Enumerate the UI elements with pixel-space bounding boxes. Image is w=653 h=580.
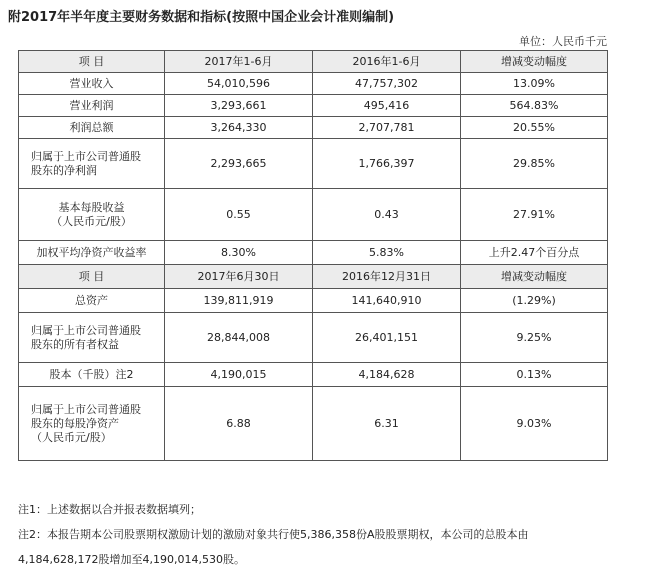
table-header-row: [19, 265, 608, 289]
value-cell: 6.88: [165, 387, 313, 461]
row-label: [19, 139, 165, 189]
table-row: [19, 139, 608, 189]
change-cell: 9.25%: [461, 313, 608, 363]
change-cell: 0.13%: [461, 363, 608, 387]
table-row: [19, 117, 608, 139]
row-label-line: 股东的每股净资产: [31, 416, 119, 430]
change-cell: (1.29%): [461, 289, 608, 313]
value-cell: 0.55: [165, 189, 313, 241]
row-label: [19, 387, 165, 461]
table-row: [19, 241, 608, 265]
value-cell: 8.30%: [165, 241, 313, 265]
value-cell: 3,264,330: [165, 117, 313, 139]
footnote-2-continued: 4,184,628,172股增加至4,190,014,530股。: [18, 553, 245, 566]
change-cell: 13.09%: [461, 73, 608, 95]
row-label: 营业收入: [19, 73, 165, 95]
row-label-line: 股东的所有者权益: [31, 337, 119, 351]
table-row: [19, 95, 608, 117]
change-cell: 20.55%: [461, 117, 608, 139]
value-cell: 2,293,665: [165, 139, 313, 189]
row-label: 总资产: [19, 289, 165, 313]
financial-data-table: [18, 50, 608, 461]
footnote-2: 注2：本报告期本公司股票期权激励计划的激励对象共行使5,386,358份A股股票期权，本公司的总股本由: [18, 528, 529, 541]
unit-label: 单位：人民币千元: [519, 35, 607, 48]
header-cell-change: 增减变动幅度: [461, 51, 608, 73]
table-header-row: [19, 51, 608, 73]
value-cell: 5.83%: [313, 241, 461, 265]
footnotes: [18, 497, 618, 572]
row-label-line: （人民币元/股）: [51, 214, 132, 228]
header-cell-period-2016: 2016年1-6月: [313, 51, 461, 73]
row-label: [19, 313, 165, 363]
value-cell: 26,401,151: [313, 313, 461, 363]
change-cell: 564.83%: [461, 95, 608, 117]
header-cell-item: 项 目: [19, 265, 165, 289]
header-cell-date-2016: 2016年12月31日: [313, 265, 461, 289]
row-label-line: 归属于上市公司普通股: [31, 323, 141, 337]
header-cell-period-2017: 2017年1-6月: [165, 51, 313, 73]
change-cell: 9.03%: [461, 387, 608, 461]
header-cell-date-2017: 2017年6月30日: [165, 265, 313, 289]
row-label-line: （人民币元/股）: [31, 430, 112, 444]
row-label-line: 基本每股收益: [58, 200, 125, 214]
value-cell: 28,844,008: [165, 313, 313, 363]
row-label-line: 归属于上市公司普通股: [31, 402, 141, 416]
footnote-1: 注1：上述数据以合并报表数据填列；: [18, 503, 201, 516]
table-row: [19, 189, 608, 241]
row-label: 营业利润: [19, 95, 165, 117]
row-label-line: 归属于上市公司普通股: [31, 149, 141, 163]
row-label-line: 股东的净利润: [31, 163, 97, 177]
value-cell: 47,757,302: [313, 73, 461, 95]
value-cell: 139,811,919: [165, 289, 313, 313]
value-cell: 1,766,397: [313, 139, 461, 189]
change-cell: 27.91%: [461, 189, 608, 241]
row-label: [19, 189, 165, 241]
value-cell: 141,640,910: [313, 289, 461, 313]
table-row: [19, 73, 608, 95]
row-label: 利润总额: [19, 117, 165, 139]
value-cell: 6.31: [313, 387, 461, 461]
row-label: 加权平均净资产收益率: [19, 241, 165, 265]
value-cell: 4,184,628: [313, 363, 461, 387]
value-cell: 4,190,015: [165, 363, 313, 387]
header-cell-change: 增减变动幅度: [461, 265, 608, 289]
header-cell-item: 项 目: [19, 51, 165, 73]
table-row: [19, 363, 608, 387]
row-label: 股本（千股）注2: [19, 363, 165, 387]
table-row: [19, 289, 608, 313]
table-row: [19, 387, 608, 461]
value-cell: 0.43: [313, 189, 461, 241]
value-cell: 495,416: [313, 95, 461, 117]
value-cell: 2,707,781: [313, 117, 461, 139]
change-cell: 29.85%: [461, 139, 608, 189]
page-title: 附2017年半年度主要财务数据和指标(按照中国企业会计准则编制): [8, 10, 395, 25]
value-cell: 54,010,596: [165, 73, 313, 95]
table-row: [19, 313, 608, 363]
value-cell: 3,293,661: [165, 95, 313, 117]
change-cell: 上升2.47个百分点: [461, 241, 608, 265]
